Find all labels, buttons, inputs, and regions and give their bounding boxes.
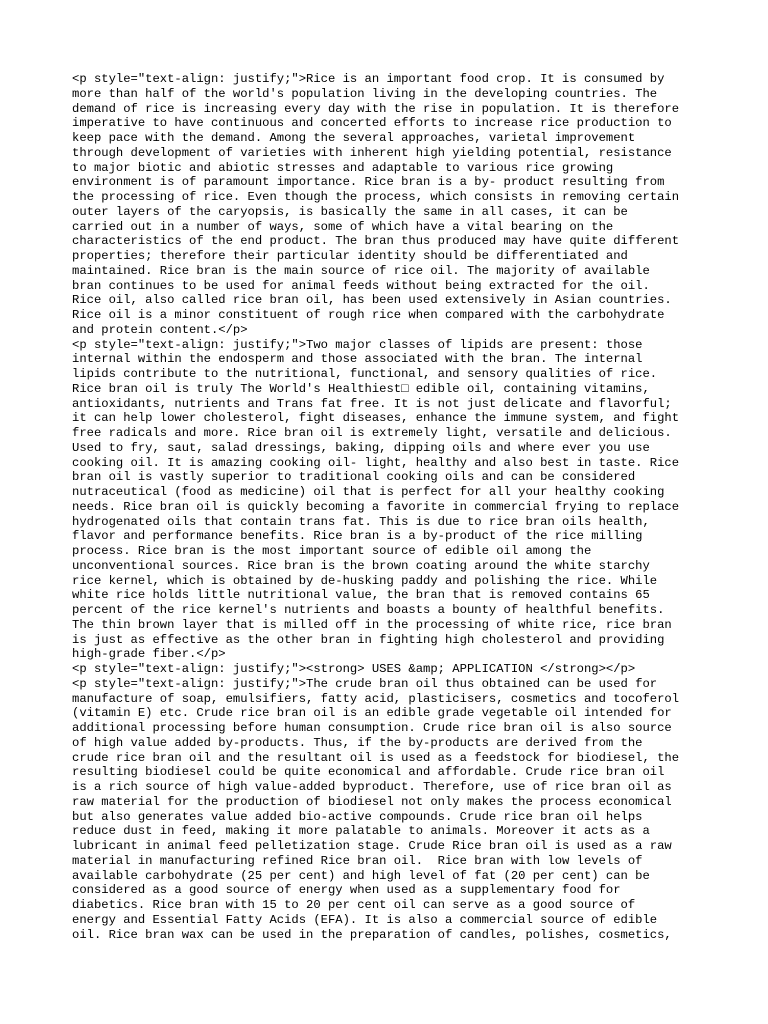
document-text — [72, 72, 712, 942]
text-line: crude rice bran oil and the resultant oil is used as a feedstock for biodiesel, the — [72, 750, 680, 765]
text-line: flavor and performance benefits. Rice bran is a by-product of the rice milling — [72, 529, 643, 544]
text-line: properties; therefore their particular identity should be differentiated and — [72, 249, 628, 263]
text-line: the processing of rice. Even though the process, which consists in removing certain — [72, 190, 680, 204]
text-line: Used to fry, saut, salad dressings, baking, dipping oils and where ever you use — [72, 440, 650, 455]
text-line: energy and Essential Fatty Acids (EFA). It is also a commercial source of edible — [72, 912, 658, 927]
text-line: Rice oil, also called rice bran oil, has been used extensively in Asian countries. — [72, 293, 672, 308]
text-line: manufacture of soap, emulsifiers, fatty acid, plasticisers, cosmetics and tocoferol — [72, 691, 680, 706]
text-line: of high value added by-products. Thus, if the by-products are derived from the — [72, 735, 643, 750]
text-line: characteristics of the end product. The bran thus produced may have quite different — [72, 234, 680, 249]
text-line: it can help lower cholesterol, fight diseases, enhance the immune system, and fight — [72, 411, 680, 426]
text-line: Rice bran oil is truly The World's Healthiest□ edible oil, containing vitamins, — [72, 381, 650, 396]
text-line: unconventional sources. Rice bran is the brown coating around the white starchy — [72, 558, 650, 573]
text-line: environment is of paramount importance. Rice bran is a by- product resulting from — [72, 175, 665, 190]
text-line: additional processing before human consumption. Crude rice bran oil is also source — [72, 721, 672, 735]
text-line: imperative to have continuous and concerted efforts to increase rice production to — [72, 116, 672, 131]
text-line: percent of the rice kernel's nutrients and boasts a bounty of healthful benefits. — [72, 603, 665, 617]
text-line: and protein content.</p> — [72, 322, 248, 337]
text-line: <p style="text-align: justify;">The crude bran oil thus obtained can be used for — [72, 676, 658, 691]
text-line: cooking oil. It is amazing cooking oil- light, healthy and also best in taste. Rice — [72, 455, 680, 470]
text-line: needs. Rice bran oil is quickly becoming a favorite in commercial frying to replace — [72, 499, 680, 514]
text-line: to major biotic and abiotic stresses and adaptable to various rice growing — [72, 160, 614, 175]
text-line: Rice oil is a minor constituent of rough rice when compared with the carbohydrate — [72, 308, 665, 322]
text-line: is just as effective as the other bran in fighting high cholesterol and providing — [72, 632, 665, 647]
text-line: resulting biodiesel could be quite economical and affordable. Crude rice bran oil — [72, 765, 665, 780]
text-line: is a rich source of high value-added byproduct. Therefore, use of rice bran oil as — [72, 780, 672, 794]
text-line: but also generates value added bio-active compounds. Crude rice bran oil helps — [72, 809, 643, 824]
text-line: lubricant in animal feed pelletization stage. Crude Rice bran oil is used as a raw — [72, 839, 672, 853]
text-line: process. Rice bran is the most important source of edible oil among the — [72, 544, 592, 558]
text-line: through development of varieties with inherent high yielding potential, resistance — [72, 145, 672, 160]
text-line: demand of rice is increasing every day with the rise in population. It is therefore — [72, 101, 680, 116]
text-line: outer layers of the caryopsis, is basically the same in all cases, it can be — [72, 204, 628, 219]
text-line: bran oil is vastly superior to traditional cooking oils and can be considered — [72, 470, 636, 485]
text-line: carried out in a number of ways, some of which have a vital bearing on the — [72, 219, 614, 234]
text-line: <p style="text-align: justify;">Two major classes of lipids are present: those — [72, 337, 643, 352]
text-line: The thin brown layer that is milled off in the processing of white rice, rice bran — [72, 617, 672, 632]
text-line: hydrogenated oils that contain trans fat. This is due to rice bran oils health, — [72, 514, 650, 529]
text-line: raw material for the production of biodiesel not only makes the process economical — [72, 794, 672, 809]
text-line: reduce dust in feed, making it more palatable to animals. Moreover it acts as a — [72, 824, 650, 839]
text-line: bran continues to be used for animal feeds without being extracted for the oil. — [72, 278, 650, 293]
text-line: nutraceutical (food as medicine) oil that is perfect for all your healthy cooking — [72, 485, 665, 499]
text-line: oil. Rice bran wax can be used in the preparation of candles, polishes, cosmetics, — [72, 927, 672, 942]
text-line: high-grade fiber.</p> — [72, 647, 226, 662]
text-line: considered as a good source of energy when used as a supplementary food for — [72, 883, 621, 898]
text-line: material in manufacturing refined Rice bran oil. Rice bran with low levels of — [72, 853, 643, 868]
text-line: <p style="text-align: justify;"><strong> USES &amp; APPLICATION </strong></p> — [72, 662, 636, 676]
text-line: available carbohydrate (25 per cent) and high level of fat (20 per cent) can be — [72, 868, 650, 883]
text-line: white rice holds little nutritional value, the bran that is removed contains 65 — [72, 588, 650, 603]
text-line: free radicals and more. Rice bran oil is extremely light, versatile and delicious. — [72, 426, 672, 440]
text-line: maintained. Rice bran is the main source of rice oil. The majority of available — [72, 263, 650, 278]
text-line: rice kernel, which is obtained by de-husking paddy and polishing the rice. While — [72, 573, 658, 588]
text-line: (vitamin E) etc. Crude rice bran oil is an edible grade vegetable oil intended for — [72, 706, 672, 721]
text-line: internal within the endosperm and those associated with the bran. The internal — [72, 352, 643, 367]
text-line: <p style="text-align: justify;">Rice is an important food crop. It is consumed by — [72, 72, 665, 86]
text-line: keep pace with the demand. Among the several approaches, varietal improvement — [72, 131, 636, 145]
text-line: diabetics. Rice bran with 15 to 20 per cent oil can serve as a good source of — [72, 898, 636, 912]
text-line: antioxidants, nutrients and Trans fat free. It is not just delicate and flavorful; — [72, 396, 672, 411]
text-line: lipids contribute to the nutritional, functional, and sensory qualities of rice. — [72, 367, 658, 381]
text-line: more than half of the world's population living in the developing countries. The — [72, 86, 658, 101]
